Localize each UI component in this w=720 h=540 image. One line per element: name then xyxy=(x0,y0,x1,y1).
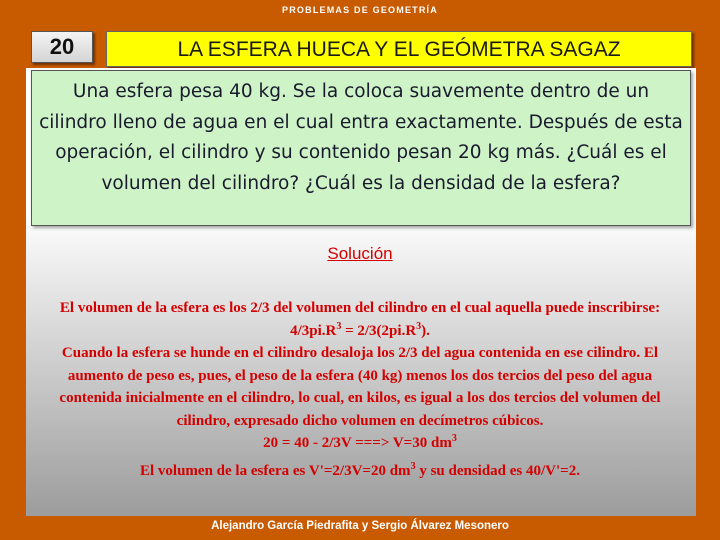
exponent: 3 xyxy=(336,320,342,332)
header-label: PROBLEMAS DE GEOMETRÍA xyxy=(282,5,438,15)
equation-text: 20 = 40 - 2/3V ===> V=30 dm xyxy=(263,435,452,451)
problem-number-badge: 20 xyxy=(31,31,93,63)
solution-body xyxy=(36,297,684,482)
solution-text-1a: El volumen de la esfera es los 2/3 del volumen del cilindro en el cual aquella puede inscribirse: 4/3pi.R xyxy=(59,300,661,339)
conclusion-text-a: El volumen de la esfera es V'=2/3V=20 dm xyxy=(140,462,411,479)
solution-paragraph-2: Cuando la esfera se hunde en el cilindro desaloja los 2/3 del agua contenida en ese cilindro. El aumento de peso es, pues, el peso de la esfera (40 kg) menos los dos tercios del peso del agua contenida inicialmente en el cilindro, lo cual, en kilos, es igual a los dos tercios del volumen del cilindro, expresado dicho volumen en decímetros cúbicos. xyxy=(59,345,661,429)
page-title: LA ESFERA HUECA Y EL GEÓMETRA SAGAZ xyxy=(106,31,692,67)
conclusion-text-b: y su densidad es 40/V'=2. xyxy=(415,462,580,479)
solution-conclusion xyxy=(36,460,684,483)
exponent: 3 xyxy=(416,320,422,332)
problem-statement: Una esfera pesa 40 kg. Se la coloca suavemente dentro de un cilindro lleno de agua en el cual entra exactamente. Después de esta operación, el cilindro y su contenido pesan 20 kg más. ¿Cuál es el volumen del cilindro? ¿Cuál es la densidad de la esfera? xyxy=(31,70,691,226)
footer-authors: Alejandro García Piedrafita y Sergio Álvarez Mesonero xyxy=(211,520,509,532)
solution-heading: Solución xyxy=(327,244,393,263)
exponent: 3 xyxy=(410,460,416,472)
exponent: 3 xyxy=(451,433,457,444)
solution-text-1b: = 2/3(2pi.R xyxy=(341,322,417,339)
solution-text-1c: ). xyxy=(421,322,430,339)
solution-equation xyxy=(36,432,684,455)
